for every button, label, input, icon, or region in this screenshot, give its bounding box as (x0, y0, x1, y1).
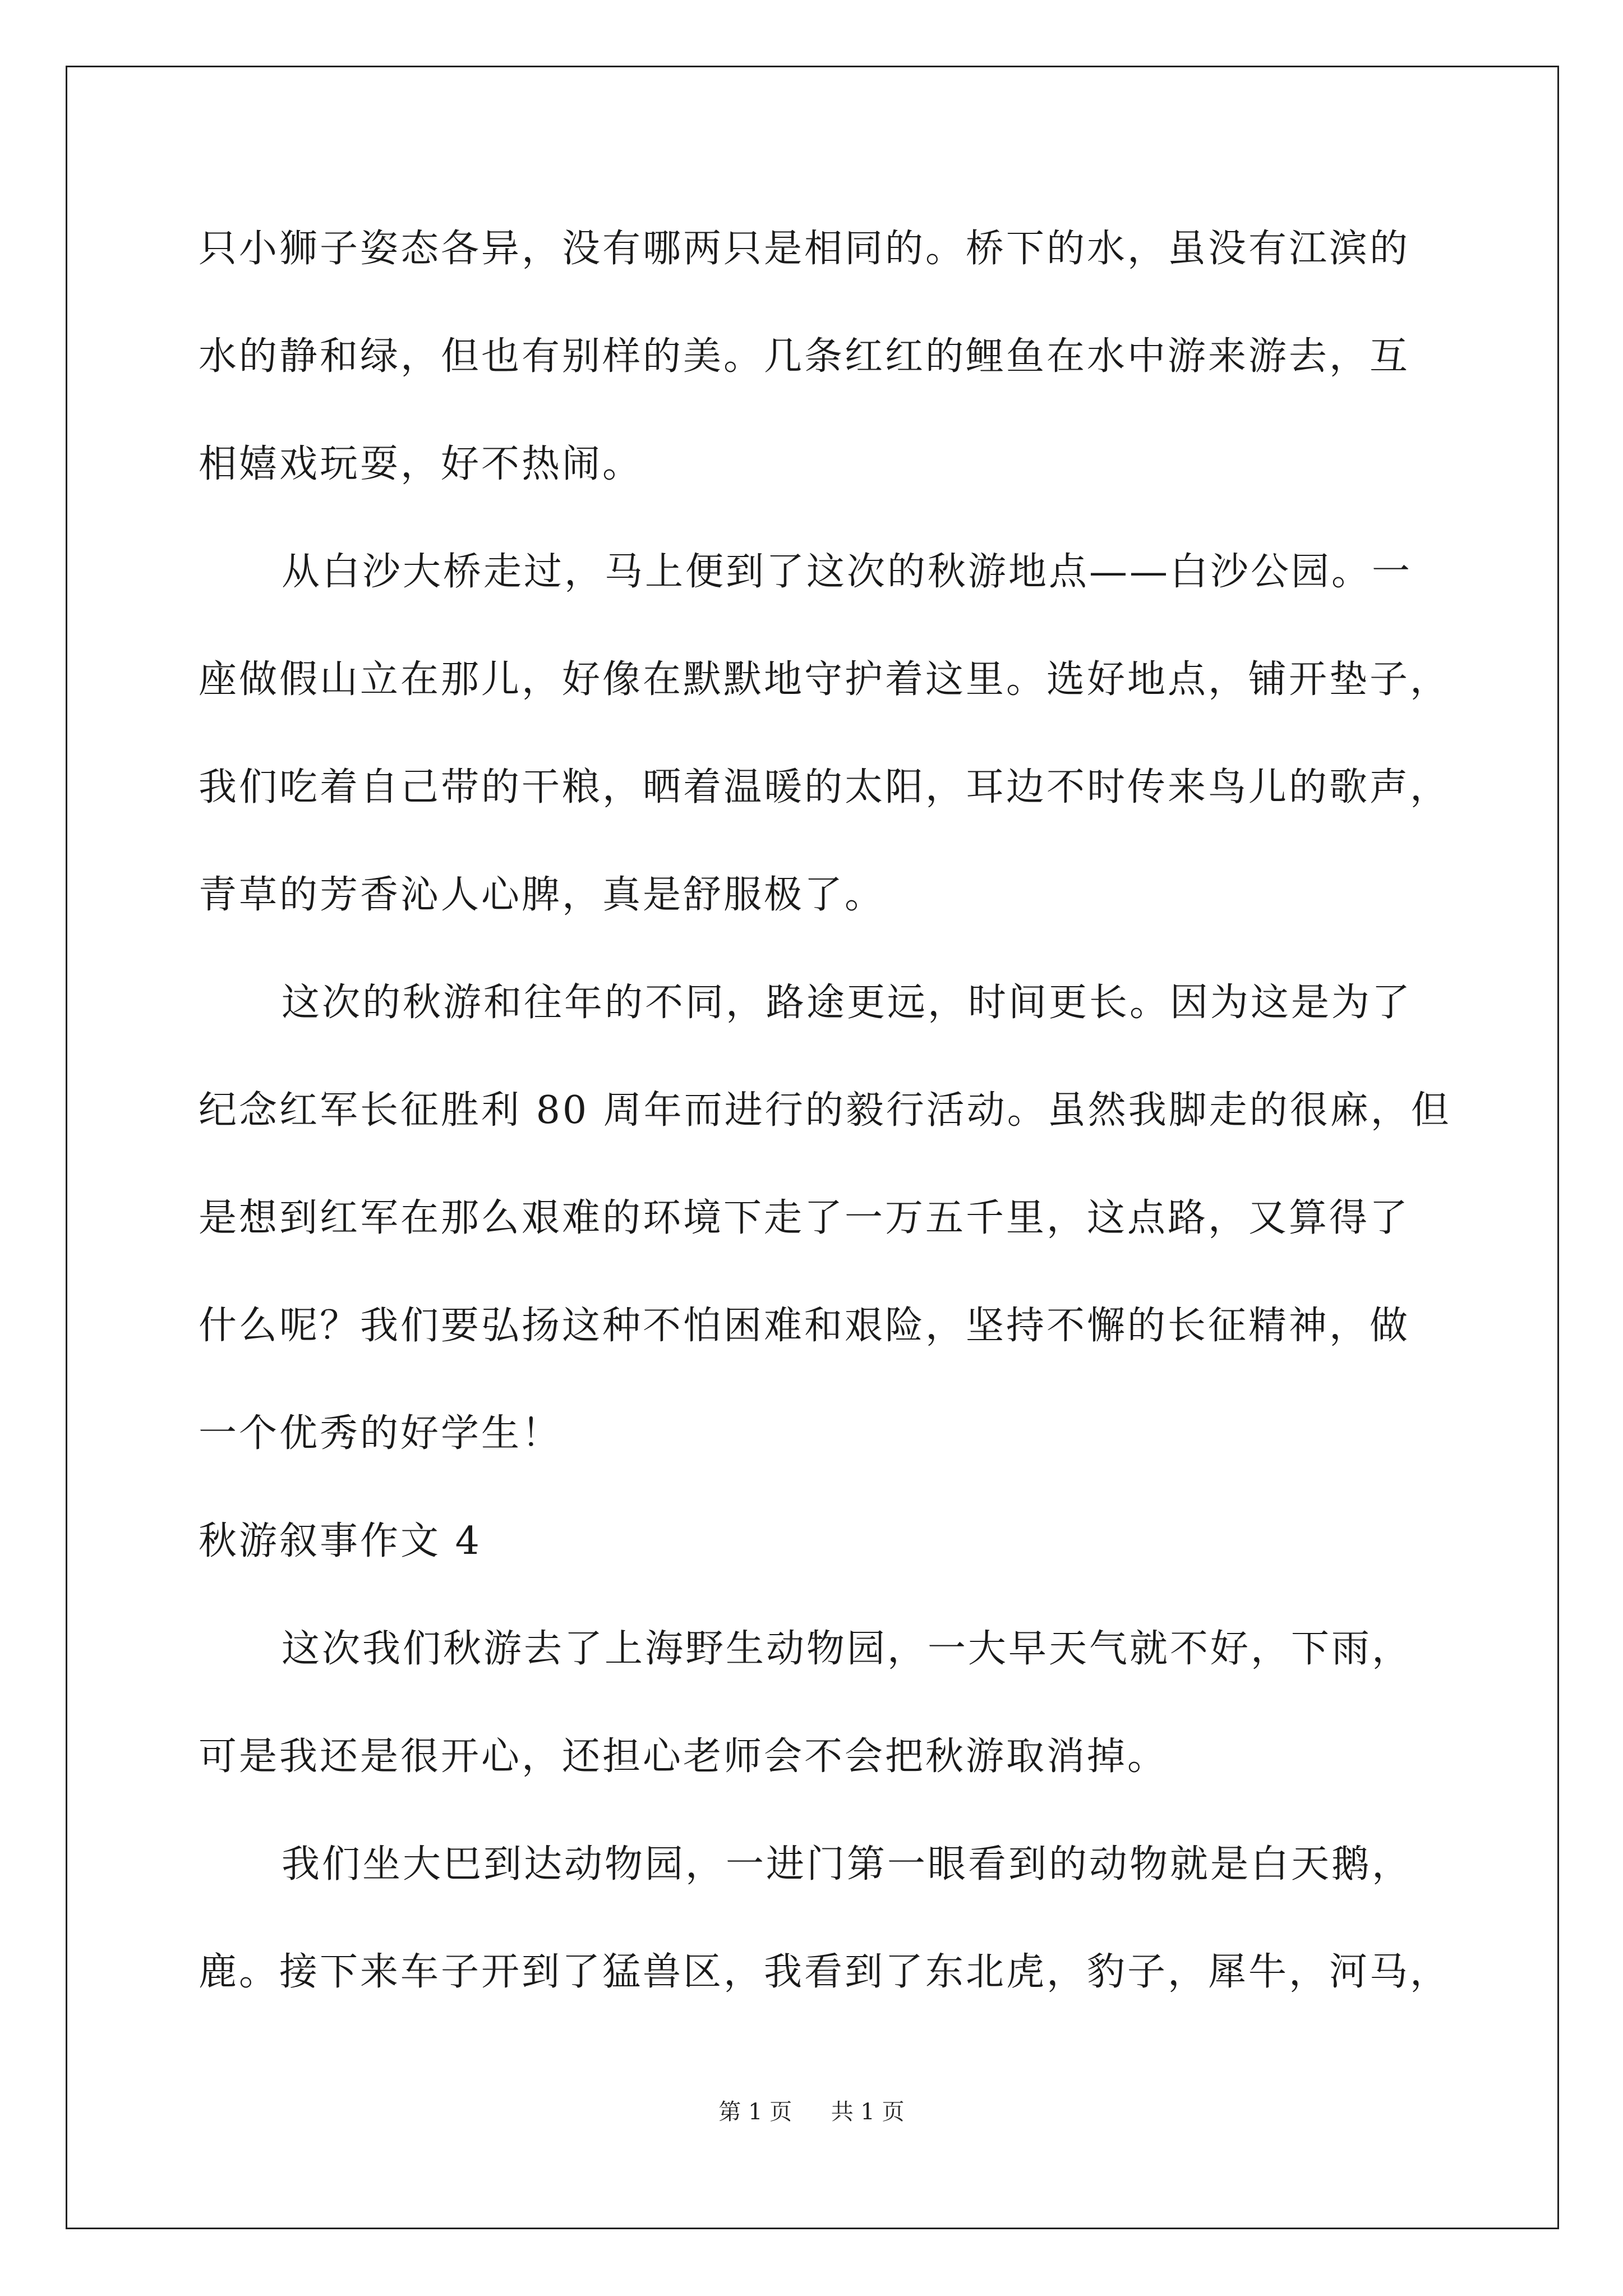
text-line-5: 座做假山立在那儿，好像在默默地守护着这里。选好地点，铺开垫子， (199, 657, 1451, 702)
text-line-8: 这次的秋游和往年的不同，路途更远，时间更长。因为这是为了 (282, 981, 1413, 1025)
text-line-14: 这次我们秋游去了上海野生动物园，一大早天气就不好，下雨， (282, 1627, 1413, 1671)
text-line-10: 是想到红军在那么艰难的环境下走了一万五千里，这点路，又算得了 (199, 1196, 1410, 1240)
text-line-11: 什么呢？我们要弘扬这种不怕困难和艰险，坚持不懈的长征精神，做 (199, 1304, 1410, 1348)
page-number-total: 共 1 页 (831, 2099, 905, 2125)
page-footer (0, 2095, 1623, 2129)
text-line-3: 相嬉戏玩耍，好不热闹。 (199, 442, 643, 486)
text-line-6: 我们吃着自己带的干粮，晒着温暖的太阳，耳边不时传来鸟儿的歌声， (199, 765, 1451, 809)
text-line-7: 青草的芳香沁人心脾，真是舒服极了。 (199, 873, 886, 917)
text-line-4: 从白沙大桥走过，马上便到了这次的秋游地点——白沙公园。一 (282, 550, 1413, 594)
text-line-15: 可是我还是很开心，还担心老师会不会把秋游取消掉。 (199, 1734, 1168, 1779)
text-line-1: 只小狮子姿态各异，没有哪两只是相同的。桥下的水，虽没有江滨的 (199, 227, 1410, 271)
text-line-2: 水的静和绿，但也有别样的美。几条红红的鲤鱼在水中游来游去，互 (199, 334, 1410, 379)
section-heading: 秋游叙事作文 4 (199, 1519, 482, 1563)
text-line-12: 一个优秀的好学生！ (199, 1411, 562, 1456)
text-line-17: 鹿。接下来车子开到了猛兽区，我看到了东北虎，豹子，犀牛，河马， (199, 1950, 1451, 1994)
text-line-16: 我们坐大巴到达动物园，一进门第一眼看到的动物就是白天鹅， (282, 1842, 1413, 1887)
page-number-current: 第 1 页 (718, 2099, 792, 2125)
text-line-9: 纪念红军长征胜利 80 周年而进行的毅行活动。虽然我脚走的很麻，但 (199, 1088, 1451, 1133)
document-body (199, 213, 1451, 2044)
